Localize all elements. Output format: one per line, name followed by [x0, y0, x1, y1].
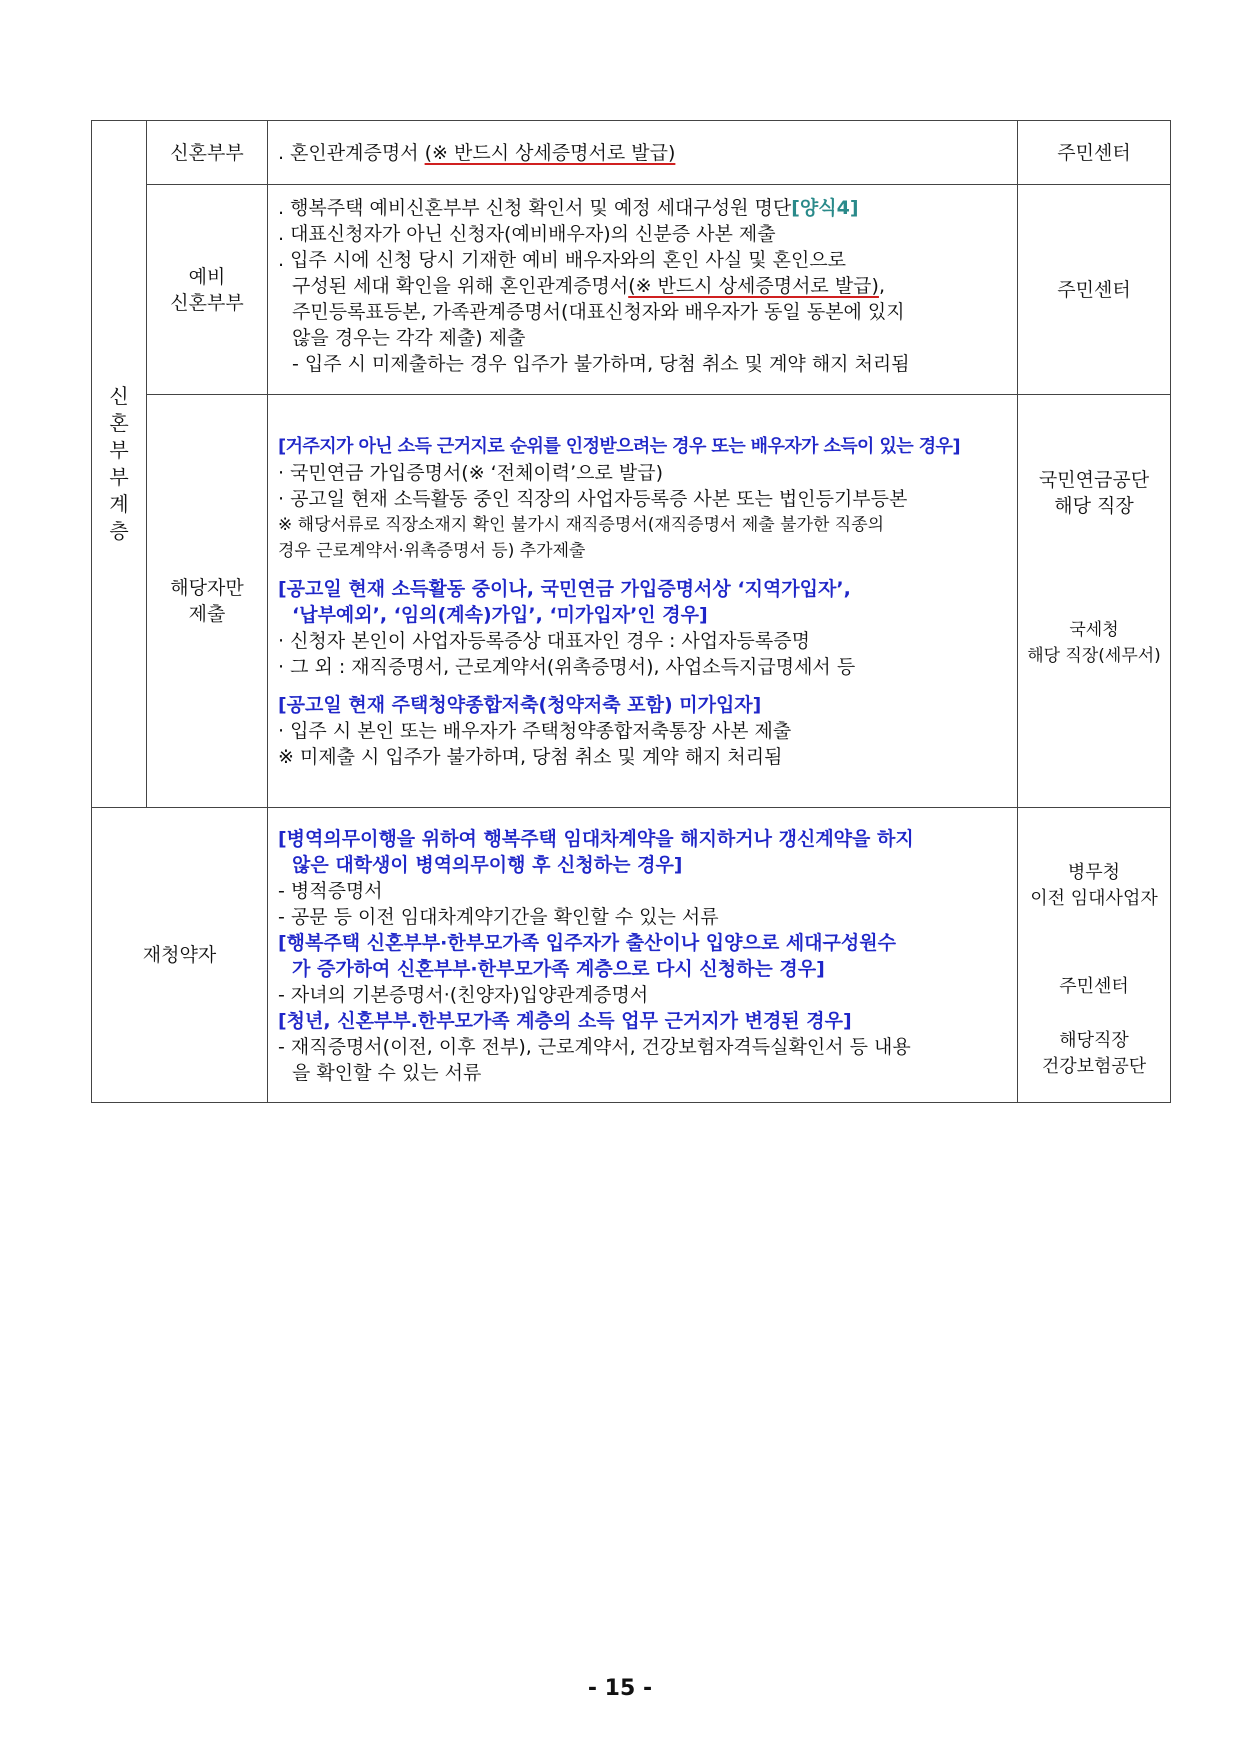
group-label-char: 혼: [109, 411, 129, 435]
row-newlywed: [92, 121, 1171, 185]
doc-line: - 재직증명서(이전, 이후 전부), 근로계약서, 건강보험자격득실확인서 등 내용: [278, 1036, 911, 1058]
org-line: 국세청: [1069, 620, 1119, 640]
note-line: ※ 해당서류로 직장소재지 확인 불가시 재직증명서(재직증명서 제출 불가한 직종의: [278, 515, 885, 535]
org-line: 해당직장: [1059, 1030, 1129, 1051]
doc-line: . 대표신청자가 아닌 신청자(예비배우자)의 신분증 사본 제출: [278, 223, 776, 245]
org-line: 건강보험공단: [1041, 1056, 1147, 1077]
category-applicable: [147, 395, 268, 808]
section-heading: [공고일 현재 소득활동 중이나, 국민연금 가입증명서상 ‘지역가입자’,: [278, 578, 851, 600]
page-number: - 15 -: [587, 1676, 653, 1701]
document-requirements-table: [91, 120, 1171, 1103]
org-line: 해당 직장: [1054, 495, 1134, 517]
doc-line: · 공고일 현재 소득활동 중인 직장의 사업자등록증 사본 또는 법인등기부등본: [278, 488, 908, 510]
group-label-char: 부: [109, 465, 129, 489]
org-line: 병무청: [1067, 862, 1121, 883]
group-label-char: 신: [109, 384, 129, 408]
section-heading: [병역의무이행을 위하여 행복주택 임대차계약을 해지하거나 갱신계약을 하지: [278, 828, 914, 850]
category-prenewlywed: [147, 185, 268, 395]
section-heading: [청년, 신혼부부.한부모가족 계층의 소득 업무 근거지가 변경된 경우]: [278, 1010, 852, 1032]
section-heading: [공고일 현재 주택청약종합저축(청약저축 포함) 미가입자]: [278, 694, 762, 716]
doc-underlined-text: (※ 반드시 상세증명서로 발급): [628, 275, 879, 297]
doc-line: · 입주 시 본인 또는 배우자가 주택청약종합저축통장 사본 제출: [278, 720, 792, 742]
doc-line: 않을 경우는 각각 제출) 제출: [292, 327, 526, 349]
org-line: 이전 임대사업자: [1030, 888, 1158, 909]
doc-line: . 입주 시에 신청 당시 기재한 예비 배우자와의 혼인 사실 및 혼인으로: [278, 249, 847, 271]
category-line: 예비: [188, 265, 226, 288]
form-reference: [양식4]: [791, 197, 859, 219]
doc-line: - 공문 등 이전 임대차계약기간을 확인할 수 있는 서류: [278, 906, 719, 928]
doc-line: 주민등록표등본, 가족관계증명서(대표신청자와 배우자가 동일 동본에 있지: [292, 301, 905, 323]
org-line: 해당 직장(세무서): [1027, 646, 1161, 666]
group-cell-newlywed-class: [92, 121, 147, 808]
org-newlywed: 주민센터: [1018, 121, 1171, 185]
row-applicable: [92, 395, 1171, 808]
docs-newlywed: [268, 121, 1018, 185]
docs-reapply: [268, 808, 1018, 1103]
doc-text: . 혼인관계증명서: [278, 141, 425, 164]
doc-underlined-text: (※ 반드시 상세증명서로 발급): [424, 141, 676, 164]
group-label: [92, 383, 146, 545]
section-heading: 가 증가하여 신혼부부·한부모가족 계층으로 다시 신청하는 경우]: [292, 958, 825, 980]
category-newlywed: 신혼부부: [147, 121, 268, 185]
org-line: 국민연금공단: [1038, 469, 1150, 491]
doc-line: - 병적증명서: [278, 880, 383, 902]
docs-prenewlywed: [268, 185, 1018, 395]
doc-line: 을 확인할 수 있는 서류: [292, 1062, 482, 1084]
doc-line: - 입주 시 미제출하는 경우 입주가 불가하며, 당첨 취소 및 계약 해지 처리됨: [292, 353, 910, 375]
doc-line: · 신청자 본인이 사업자등록증상 대표자인 경우 : 사업자등록증명: [278, 630, 810, 652]
group-label-char: 층: [109, 519, 129, 543]
doc-line: · 그 외 : 재직증명서, 근로계약서(위촉증명서), 사업소득지급명세서 등: [278, 656, 856, 678]
group-label-char: 부: [109, 438, 129, 462]
category-reapply: 재청약자: [92, 808, 268, 1103]
category-line: 해당자만: [170, 577, 244, 599]
org-reapply: [1018, 808, 1171, 1103]
note-line: 경우 근로계약서·위촉증명서 등) 추가제출: [278, 541, 586, 561]
category-line: 신혼부부: [170, 291, 244, 314]
category-line: 제출: [188, 603, 226, 625]
section-heading: [행복주택 신혼부부·한부모가족 입주자가 출산이나 입양으로 세대구성원수: [278, 932, 896, 954]
doc-line: · 국민연금 가입증명서(※ ‘전체이력’으로 발급): [278, 462, 664, 484]
doc-line: . 행복주택 예비신혼부부 신청 확인서 및 예정 세대구성원 명단[양식4]: [278, 197, 859, 219]
section-heading: ‘납부예외’, ‘임의(계속)가입’, ‘미가입자’인 경우]: [292, 604, 708, 626]
row-prenewlywed: [92, 185, 1171, 395]
group-label-char: 계: [109, 492, 129, 516]
doc-line: 구성된 세대 확인을 위해 혼인관계증명서(※ 반드시 상세증명서로 발급),: [292, 275, 885, 297]
doc-line: - 자녀의 기본증명서·(친양자)입양관계증명서: [278, 984, 649, 1006]
org-applicable: [1018, 395, 1171, 808]
note-line: ※ 미제출 시 입주가 불가하며, 당첨 취소 및 계약 해지 처리됨: [278, 746, 783, 768]
org-prenewlywed: 주민센터: [1018, 185, 1171, 395]
section-heading: [거주지가 아닌 소득 근거지로 순위를 인정받으려는 경우 또는 배우자가 소득이 있는 경우]: [278, 436, 960, 457]
org-line: 주민센터: [1059, 976, 1129, 997]
docs-applicable: [268, 395, 1018, 808]
row-reapply: [92, 808, 1171, 1103]
section-heading: 않은 대학생이 병역의무이행 후 신청하는 경우]: [292, 854, 683, 876]
